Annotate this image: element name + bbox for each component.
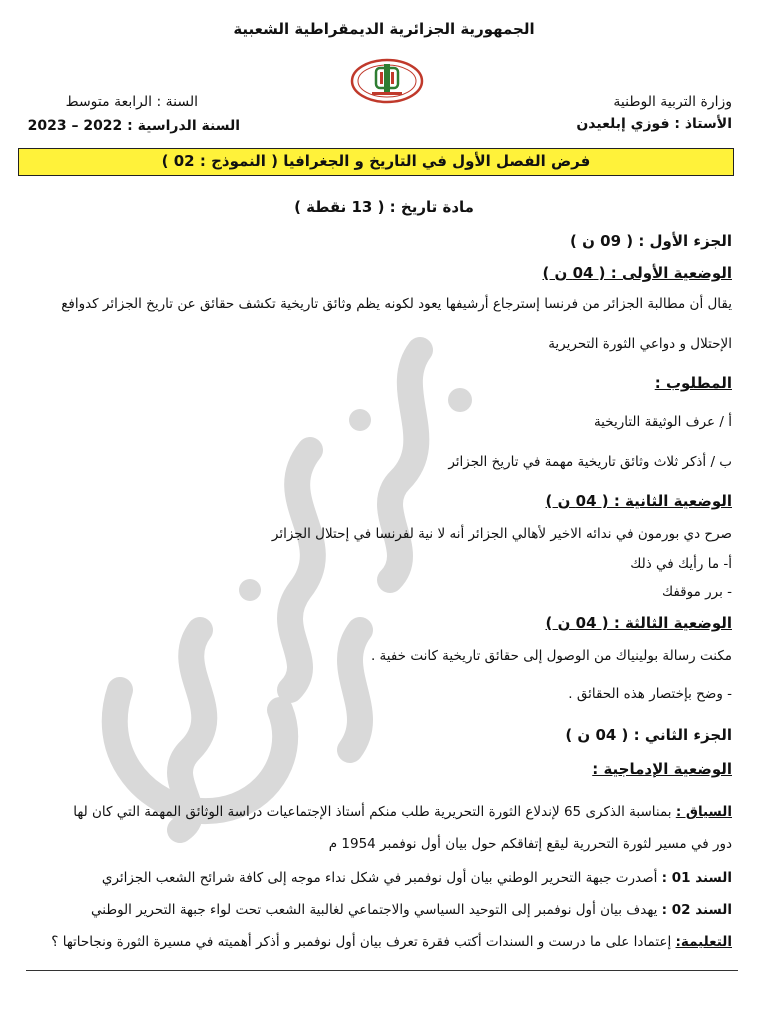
- level: السنة : الرابعة متوسط: [65, 94, 198, 110]
- teacher-label: الأستاذ :: [674, 116, 732, 132]
- integration-title: الوضعية الإدماجية :: [592, 760, 732, 778]
- instruction-text: إعتمادا على ما درست و السندات أكتب فقرة تعرف بيان أول نوفمبر و أذكر أهميته في مسيرة الثورة ونجاحاتها ؟: [51, 934, 672, 950]
- school-year: السنة الدراسية : 2022 – 2023: [27, 118, 240, 134]
- situation3-title: الوضعية الثالثة : ( 04 ن ): [545, 614, 732, 632]
- situation3-text: مكنت رسالة بولينياك من الوصول إلى حقائق تاريخية كانت خفية .: [370, 648, 732, 664]
- teacher-name: فوزي إبلعيدن: [576, 116, 670, 132]
- situation1-text-2: الإحتلال و دواعي الثورة التحريرية: [548, 336, 732, 352]
- question-1a: أ / عرف الوثيقة التاريخية: [593, 414, 732, 430]
- document-1-text: أصدرت جبهة التحرير الوطني بيان أول نوفمبر في شكل نداء موجه إلى كافة شرائح الشعب الجزائري: [101, 870, 658, 886]
- document-1: [102, 870, 732, 886]
- context-line-2: دور في مسير لثورة التحررية ليقع إتفاقكم حول بيان أول نوفمبر 1954 م: [328, 836, 732, 852]
- document-2-label: السند 02 :: [661, 902, 732, 918]
- required-label: المطلوب :: [654, 374, 732, 392]
- ministry-emblem-icon: [350, 58, 424, 104]
- instruction-label: التعليمة:: [675, 934, 732, 950]
- document-2-text: يهدف بيان أول نوفمبر إلى التوحيد السياسي والاجتماعي لغالبية الشعب تحت لواء جبهة التحرير الوطني: [91, 902, 658, 918]
- exam-banner: فرض الفصل الأول في التاريخ و الجغرافيا ( النموذج : 02 ): [18, 148, 734, 176]
- part1-title: الجزء الأول : ( 09 ن ): [570, 232, 732, 250]
- context-label: السياق :: [675, 804, 732, 820]
- subject-title: مادة تاريخ : ( 13 نقطة ): [294, 198, 474, 216]
- context-text-1: بمناسبة الذكرى 65 لإندلاع الثورة التحريرية طلب منكم أستاذ الإجتماعيات دراسة الوثائق المهمة التي كان لها: [73, 804, 672, 820]
- context-line-1: [24, 804, 732, 820]
- question-2a: أ- ما رأيك في ذلك: [630, 556, 732, 572]
- question-3: - وضح بإختصار هذه الحقائق .: [568, 686, 732, 702]
- republic-title: الجمهورية الجزائرية الديمقراطية الشعبية: [233, 20, 535, 38]
- document-1-label: السند 01 :: [661, 870, 732, 886]
- question-1b: ب / أذكر ثلاث وثائق تاريخية مهمة في تاريخ الجزائر: [448, 454, 732, 470]
- ministry-name: وزارة التربية الوطنية: [613, 94, 732, 110]
- part2-title: الجزء الثاني : ( 04 ن ): [565, 726, 732, 744]
- situation1-title: الوضعية الأولى : ( 04 ن ): [542, 264, 732, 282]
- situation2-text: صرح دي بورمون في ندائه الاخير لأهالي الجزائر أنه لا نية لفرنسا في إحتلال الجزائر: [271, 526, 732, 542]
- instruction: [51, 934, 732, 950]
- situation1-text-1: يقال أن مطالبة الجزائر من فرنسا إسترجاع أرشيفها يعود لكونه يظم وثائق تاريخية تكشف حقائق عن تاريخ الجزائر كدوافع: [61, 296, 732, 312]
- document-2: [91, 902, 732, 918]
- author-watermark: [60, 330, 520, 850]
- question-2b: - برر موقفك: [661, 584, 732, 600]
- teacher-line: [576, 116, 732, 132]
- bottom-divider: [26, 970, 738, 971]
- situation2-title: الوضعية الثانية : ( 04 ن ): [545, 492, 732, 510]
